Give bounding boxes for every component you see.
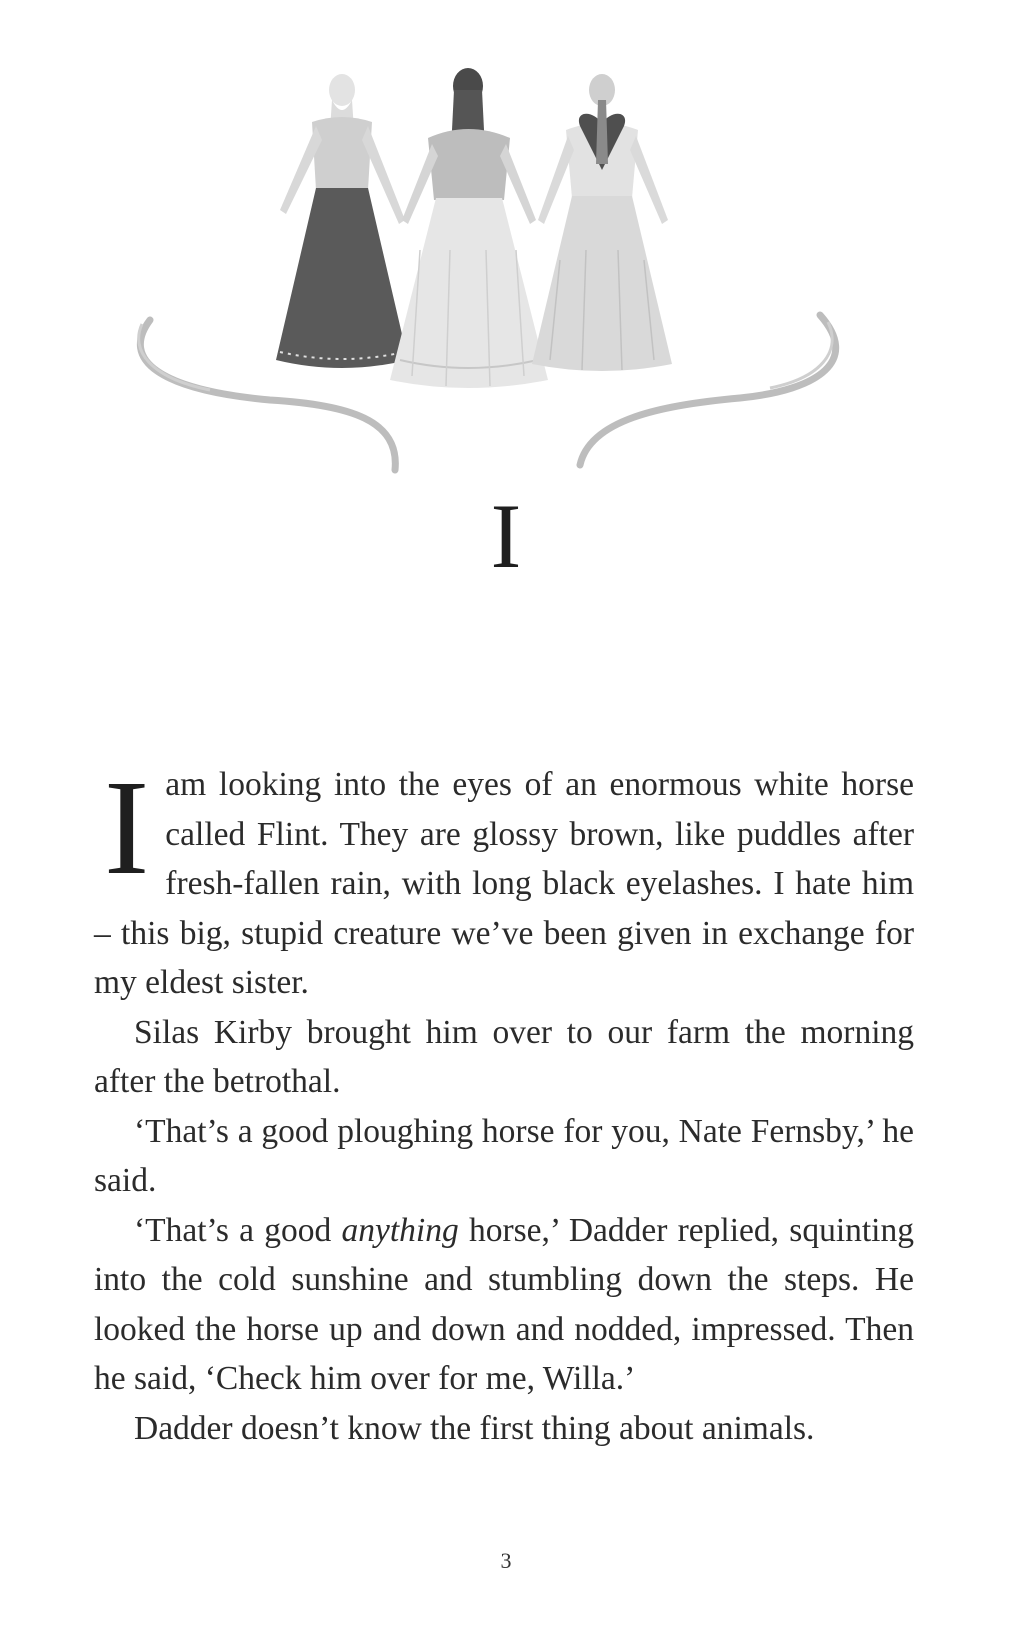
drop-cap: I — [104, 753, 150, 903]
paragraph-4-start: ‘That’s a good — [134, 1211, 342, 1249]
opening-paragraph-text: am looking into the eyes of an enormous white horse called Flint. They are glossy brown, like puddles after fresh-fallen rain, with long black eyelashes. I hate him – this big, stupid creature we’ve been given in exchange for my eldest sister. — [94, 766, 914, 1001]
page-number: 3 — [500, 1548, 512, 1573]
paragraph-3: ‘That’s a good ploughing horse for you, Nate Fernsby,’ he said. — [94, 1112, 914, 1199]
opening-paragraph — [94, 753, 914, 1008]
paragraph-4 — [94, 1206, 914, 1404]
paragraph-4-emphasis: anything — [341, 1211, 459, 1249]
three-sisters-illustration — [120, 60, 900, 500]
paragraph-2: Silas Kirby brought him over to our farm the morning after the betrothal. — [94, 1013, 914, 1100]
chapter-body-text — [94, 753, 914, 1453]
paragraph-4-end: horse,’ Dadder replied, squinting into the cold sunshine and stumbling down the steps. He looked the horse up and down and nodded, impressed. Then he said, ‘Check him over for me, Willa.’ — [94, 1211, 914, 1397]
paragraph-5: Dadder doesn’t know the first thing about animals. — [134, 1409, 815, 1447]
chapter-number: I — [490, 485, 522, 587]
